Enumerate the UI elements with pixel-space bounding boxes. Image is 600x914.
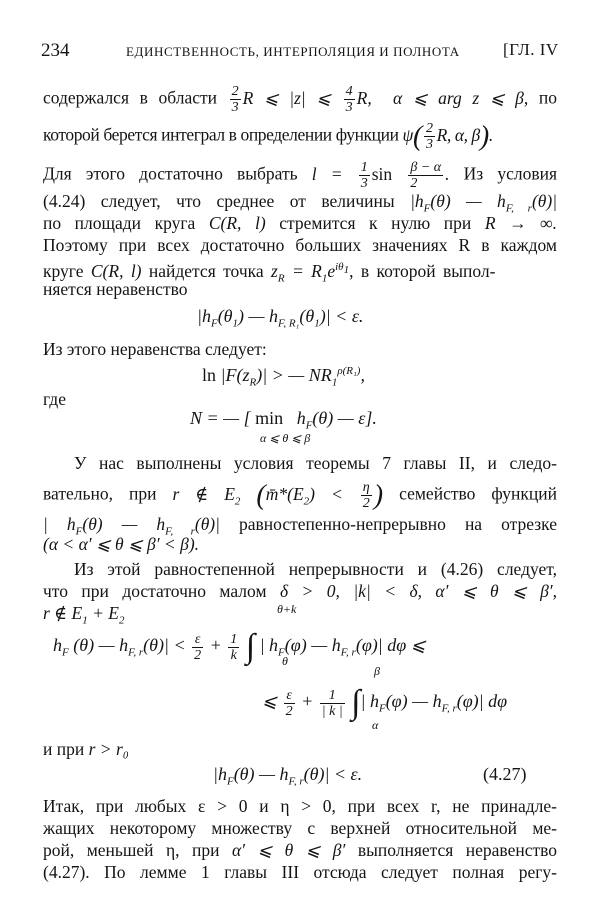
text-span: (4.24) следует, что среднее от величины: [43, 191, 395, 211]
text-span: найдется точка: [148, 260, 264, 281]
text-line: [74, 558, 557, 580]
running-title: ЕДИНСТВЕННОСТЬ, ИНТЕРПОЛЯЦИЯ И ПОЛНОТА: [126, 44, 460, 59]
formula-point: $z_R = R_1e^{i\theta_1}$: [271, 260, 350, 285]
text-line: [43, 84, 557, 115]
page-number: 234: [41, 40, 70, 61]
text-span: Поэтому при всех достаточно больших значениях R в каждом: [43, 235, 557, 255]
formula-family: | $h_F(\theta)$ — $h_{F, r}(\theta)|$: [43, 514, 220, 538]
formula-circle: C(R, l): [208, 213, 266, 233]
formula-circle: C(R, l): [90, 260, 142, 281]
formula-segment: (α < α′ ⩽ θ ⩽ β′ < β).: [43, 534, 200, 554]
formula-N-definition: N = — [ $\min h_F(\theta)$ — ε].: [190, 408, 377, 432]
text-span: стремится к нулю при: [279, 213, 472, 233]
text-span: Из этой равностепенной непрерывности и (4.26) следует,: [74, 559, 557, 579]
text-line: [43, 839, 557, 861]
text-span: круге: [43, 260, 84, 281]
text-span: У нас выполнены условия теоремы 7 главы II, и следо-: [74, 453, 557, 473]
text-span: что при достаточно малом: [43, 581, 267, 601]
text-line: [43, 795, 557, 817]
text-line: [43, 480, 557, 512]
text-span: выполняется неравенство: [357, 840, 558, 860]
formula-avg: $|h_F(\theta)$ — $h_{F, r}(\theta)|$: [410, 191, 558, 215]
text-span: (4.27). По лемме 1 главы III отсюда следует полная регу-: [43, 862, 557, 882]
integral-lower-limit: α: [372, 718, 379, 732]
text-span: няется неравенство: [43, 279, 188, 299]
text-line: [43, 861, 557, 883]
text-line: [43, 388, 557, 410]
chapter-label: [ГЛ. IV: [503, 40, 559, 59]
formula-psi: ψ( $\frac{2}{3}$ R, α, β).: [402, 120, 493, 152]
min-subscript: α ⩽ θ ⩽ β: [260, 431, 311, 445]
text-span: где: [43, 389, 66, 409]
formula-eq-4-27: $|h_F(\theta)$ — $h_{F, r}(\theta)| < \varepsilon$.: [213, 764, 363, 788]
formula-r-condition-2: r ∉ $E_1 + E_2$: [43, 603, 125, 627]
formula-integral-1: $h_F$ (θ) — $h_{F, r}(\theta)|$ < $\frac{\varepsilon}{2}$ + $\frac{1}{k}$ ∫ | $h_F(\varphi)$ — $h_{F, r}(\varphi)|$ dφ ⩽: [53, 628, 426, 665]
text-line: [43, 121, 557, 152]
text-span: по площади круга: [43, 213, 196, 233]
text-span: и при: [43, 739, 85, 759]
text-span: жащих некоторому множеству с верхней относительной ме-: [43, 818, 557, 838]
text-line: [43, 738, 557, 760]
text-line: [43, 212, 557, 234]
text-span: которой берется интеграл в определении функции: [43, 124, 399, 145]
formula-r-condition: r ∉ $E_2$ ($m̄*(E_2)$ < $\frac{\eta}{2}$ ): [172, 479, 384, 511]
formula-delta-condition: δ > 0, |k| < δ, α′ ⩽ θ ⩽ β′,: [279, 581, 558, 601]
formula-inequality-1: $|h_F(\theta_1)$ — $h_{F, R_1}(\theta_1)| < \varepsilon$.: [197, 306, 364, 330]
formula-l-choice: l = $\frac{1}{3}$ sin $\frac{\beta - \alpha}{2}$ .: [311, 160, 450, 191]
integral-upper-limit: θ+k: [277, 602, 297, 616]
text-span: семейство функций: [399, 483, 557, 504]
formula-limit: R → ∞.: [484, 213, 558, 233]
text-line: [43, 817, 557, 839]
text-line: [43, 338, 557, 360]
integral-lower-limit: θ: [282, 654, 288, 668]
text-line: [43, 580, 557, 602]
text-line: [43, 160, 557, 191]
text-line: [74, 452, 557, 474]
formula-r-gt: r > r₀: [88, 739, 129, 759]
text-span: Из этого неравенства следует:: [43, 339, 267, 359]
text-span: Из условия: [463, 163, 558, 184]
text-span: Итак, при любых ε > 0 и η > 0, при всех r, не принадле-: [43, 796, 557, 816]
text-span: Для этого достаточно выбрать: [43, 163, 298, 184]
formula-theta-range: α′ ⩽ θ ⩽ β′: [231, 840, 346, 860]
formula-ln-inequality: $\ln |F(z_R)|$ > — $NR_1^{\rho(R_1)}$,: [202, 365, 365, 389]
text-span: рой, меньшей η, при: [43, 840, 220, 860]
text-span: равностепенно-непрерывно на отрезке: [239, 514, 558, 534]
text-line: [43, 533, 557, 555]
text-span: , в которой выпол-: [349, 260, 496, 281]
integral-upper-limit: β: [374, 664, 380, 678]
text-line: [43, 234, 557, 256]
equation-number: (4.27): [483, 764, 527, 784]
text-span: вательно, при: [43, 483, 157, 504]
formula-integral-2: ⩽ $\frac{\varepsilon}{2}$ + $\frac{1}{| k |}$ ∫| $h_F(\varphi)$ — $h_{F, r}(\varphi)|$ dφ: [262, 684, 508, 721]
text-line: [43, 278, 557, 300]
formula-region: $\frac{2}{3}$ R ⩽ |z| ⩽ $\frac{4}{3}$ R, α ⩽ arg z ⩽ β,: [231, 84, 529, 115]
text-span: по: [538, 87, 558, 108]
text-span: содержался в области: [43, 87, 218, 108]
